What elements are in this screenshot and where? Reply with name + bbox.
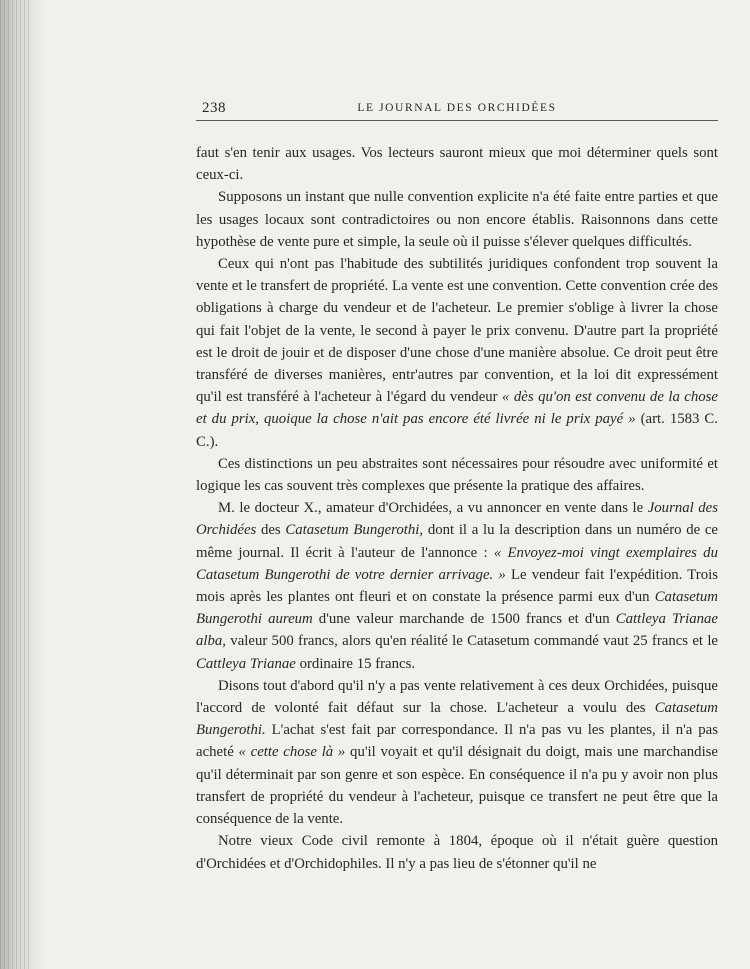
page-number: 238	[202, 100, 226, 116]
paragraph-6	[196, 675, 718, 830]
paragraph-3	[196, 253, 718, 453]
species-catasetum-bungerothi: Catasetum Bungerothi	[285, 522, 420, 539]
paragraph-5-text-e: d'une valeur marchande de 1500 francs et d'un	[312, 611, 616, 628]
paragraph-3-text-a: Ceux qui n'ont pas l'habitude des subtilités juridiques confondent trop souvent la vente et le transfert de propriété. La vente est une convention. Cette convention crée des obligations à charge du vendeur et de l'acheteur. Le premier s'oblige à livrer la chose qui fait l'objet de la vente, le second à payer le prix convenu. D'autre part la propriété est le droit de jouir et de disposer d'une chose d'une manière absolue. Ce droit peut être transféré de diverses manières, entr'autres par convention, et la loi dit expressément qu'il est transféré à l'acheteur à l'égard du vendeur	[196, 256, 718, 406]
paragraph-5-text-g: ordinaire 15 francs.	[295, 655, 416, 672]
cette-chose-quote: « cette chose là »	[238, 744, 346, 761]
article-body	[196, 142, 718, 875]
running-header	[196, 98, 718, 121]
document-page	[196, 98, 718, 875]
journal-title: LE JOURNAL DES ORCHIDÉES	[357, 102, 557, 114]
paragraph-1: faut s'en tenir aux usages. Vos lecteurs sauront mieux que moi déterminer quels sont ceux-ci.	[196, 145, 718, 184]
paragraph-3-text-b: (art. 1583 C. C.).	[196, 411, 718, 450]
paragraph-2: Supposons un instant que nulle convention explicite n'a été faite entre parties et que les usages locaux sont contradictoires ou non encore établis. Raisonnons dans cette hypothèse de vente pure et simple, la seule où il puisse s'élever quelques difficultés.	[196, 189, 718, 250]
journal-name: Journal des Orchidées	[196, 500, 718, 539]
paragraph-5	[196, 497, 718, 675]
paragraph-5-text-f: valeur 500 francs, alors qu'en réalité le Catasetum commandé vaut 25 francs et le	[226, 633, 718, 650]
book-page-edges	[0, 0, 30, 969]
paragraph-5-text-d: Le vendeur fait l'expédition. Trois mois après les plantes ont fleuri et on constate la présence parmi eux d'un	[196, 566, 718, 606]
paragraph-5-text-b: des	[256, 522, 286, 539]
paragraph-7: Notre vieux Code civil remonte à 1804, époque où il n'était guère question d'Orchidées et d'Orchidophiles. Il n'y a pas lieu de s'étonner qu'il ne	[196, 833, 718, 872]
paragraph-4: Ces distinctions un peu abstraites sont nécessaires pour résoudre avec uniformité et logique les cas souvent très complexes que présente la pratique des affaires.	[196, 455, 718, 495]
species-catasetum-aureum: Catasetum Bungerothi aureum	[196, 589, 718, 628]
order-quote: « Envoyez-moi vingt exemplaires du Catasetum Bungerothi de votre dernier arrivage. »	[196, 544, 718, 583]
species-cattleya-trianae-alba: Cattleya Trianae alba,	[196, 611, 718, 650]
civil-code-quote: « dès qu'on est convenu de la chose et du prix, quoique la chose n'ait pas encore été livrée ni le prix payé »	[196, 389, 718, 428]
paragraph-5-text-a: M. le docteur X., amateur d'Orchidées, a vu annoncer en vente dans le	[218, 500, 648, 517]
species-catasetum-bungerothi-2: Catasetum Bungerothi.	[196, 700, 718, 739]
paragraph-5-text-c: , dont il a lu la description dans un numéro de ce même journal. Il écrit à l'auteur de l'annonce :	[196, 522, 719, 561]
paragraph-6-text-b: L'achat s'est fait par correspondance. Il n'a pas vu les plantes, il n'a pas acheté	[196, 722, 718, 761]
species-cattleya-trianae: Cattleya Trianae	[196, 655, 296, 672]
paragraph-6-text-c: qu'il voyait et qu'il désignait du doigt, mais une marchandise qu'il déterminait par son genre et son espèce. En conséquence il n'a pu y avoir non plus transfert de propriété du vendeur à l'acheteur, puisque ce transfert ne peut être que la conséquence de la vente.	[196, 744, 719, 828]
paragraph-6-text-a: Disons tout d'abord qu'il n'y a pas vente relativement à ces deux Orchidées, puisque l'accord de volonté fait défaut sur la chose. L'acheteur a voulu des	[196, 677, 718, 717]
